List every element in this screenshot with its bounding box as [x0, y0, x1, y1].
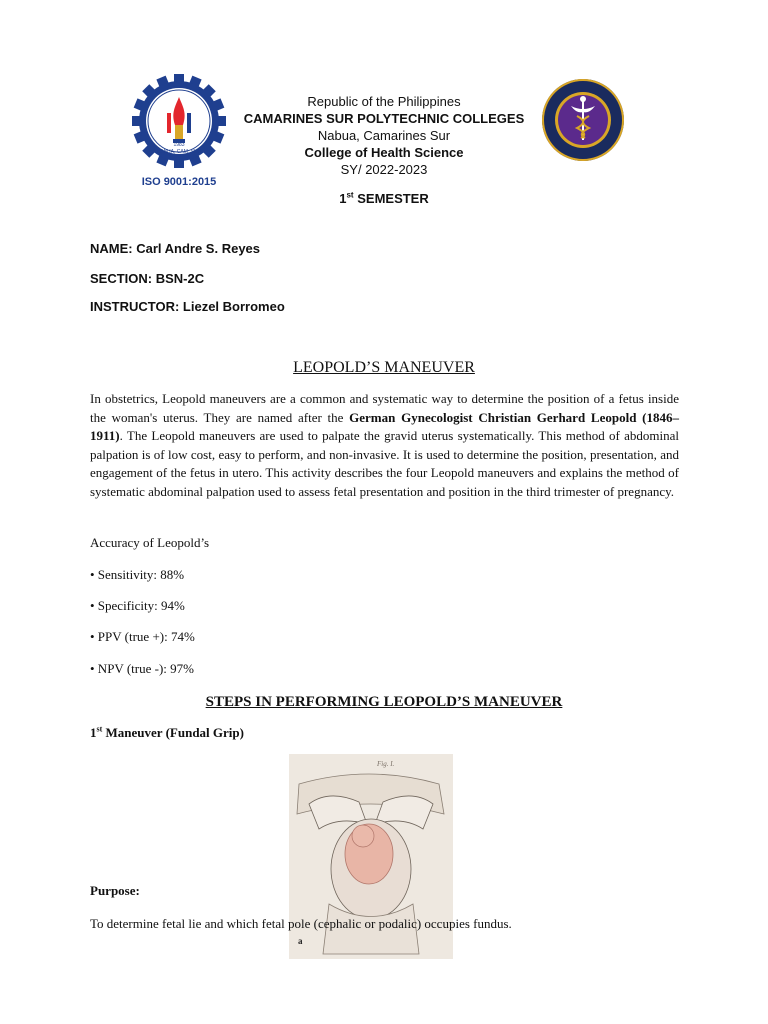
steps-title: STEPS IN PERFORMING LEOPOLD’S MANEUVER: [205, 694, 563, 710]
maneuver-1-heading: [90, 725, 244, 741]
intro-paragraph: [90, 390, 679, 501]
caduceus-seal-logo-icon: [541, 78, 625, 162]
maneuver-num: 1: [90, 725, 97, 740]
maneuver-sup: st: [96, 724, 103, 734]
republic-line: Republic of the Philippines: [307, 94, 461, 109]
instructor: INSTRUCTOR: Liezel Borromeo: [90, 299, 285, 314]
semester: [228, 191, 540, 206]
accuracy-item: • Sensitivity: 88%: [90, 567, 185, 582]
accuracy-item: • NPV (true -): 97%: [90, 661, 194, 676]
intro-part2: . The Leopold maneuvers are used to palpate the gravid uterus systematically. This method of abdominal palpation is of low cost, easy to perform, and non-invasive. It is used to determine the position, presentation, and engagement of the fetus in utero. This activity describes the four Leopold maneuvers and explains the method of systematic abdominal palpation used to assess fetal presentation and position in the third trimester of pregnancy.: [90, 428, 679, 499]
iso-text: ISO 9001:2015: [141, 176, 217, 188]
maneuver-title: Maneuver (Fundal Grip): [102, 725, 244, 740]
purpose-text: To determine fetal lie and which fetal pole (cephalic or podalic) occupies fundus.: [90, 916, 512, 931]
figure-label: Fig. I.: [377, 760, 395, 768]
student-name: NAME: Carl Andre S. Reyes: [90, 241, 261, 256]
college-logo: [541, 78, 625, 162]
accuracy-item: • Specificity: 94%: [90, 598, 185, 613]
student-section: SECTION: BSN-2C: [90, 271, 205, 286]
school-name: CAMARINES SUR POLYTECHNIC COLLEGES: [243, 111, 525, 126]
school-logo: [131, 73, 227, 189]
logo-place-text: NABUA, CAM. SUR: [156, 149, 202, 155]
school-year: SY/ 2022-2023: [340, 162, 428, 177]
letterhead: [228, 93, 540, 178]
figure-caption: a: [298, 936, 303, 946]
gear-seal-logo-icon: [131, 73, 227, 189]
semester-num: 1: [339, 191, 347, 206]
intro-bold: German Gynecologist Christian Gerhard Leopold (1846–1911): [90, 409, 679, 443]
accuracy-item: • PPV (true +): 74%: [90, 629, 195, 644]
semester-text: SEMESTER: [353, 191, 429, 206]
school-address: Nabua, Camarines Sur: [317, 128, 451, 143]
page-title: LEOPOLD’S MANEUVER: [293, 359, 475, 376]
college-name: College of Health Science: [304, 145, 464, 160]
logo-year-text: 1983: [173, 142, 185, 148]
accuracy-heading: Accuracy of Leopold’s: [90, 535, 210, 550]
semester-sup: st: [346, 190, 354, 200]
purpose-label: Purpose:: [90, 883, 140, 898]
intro-part1: In obstetrics, Leopold maneuvers are a common and systematic way to determine the position of a fetus inside the woman's uterus. They are named after the: [90, 391, 679, 425]
